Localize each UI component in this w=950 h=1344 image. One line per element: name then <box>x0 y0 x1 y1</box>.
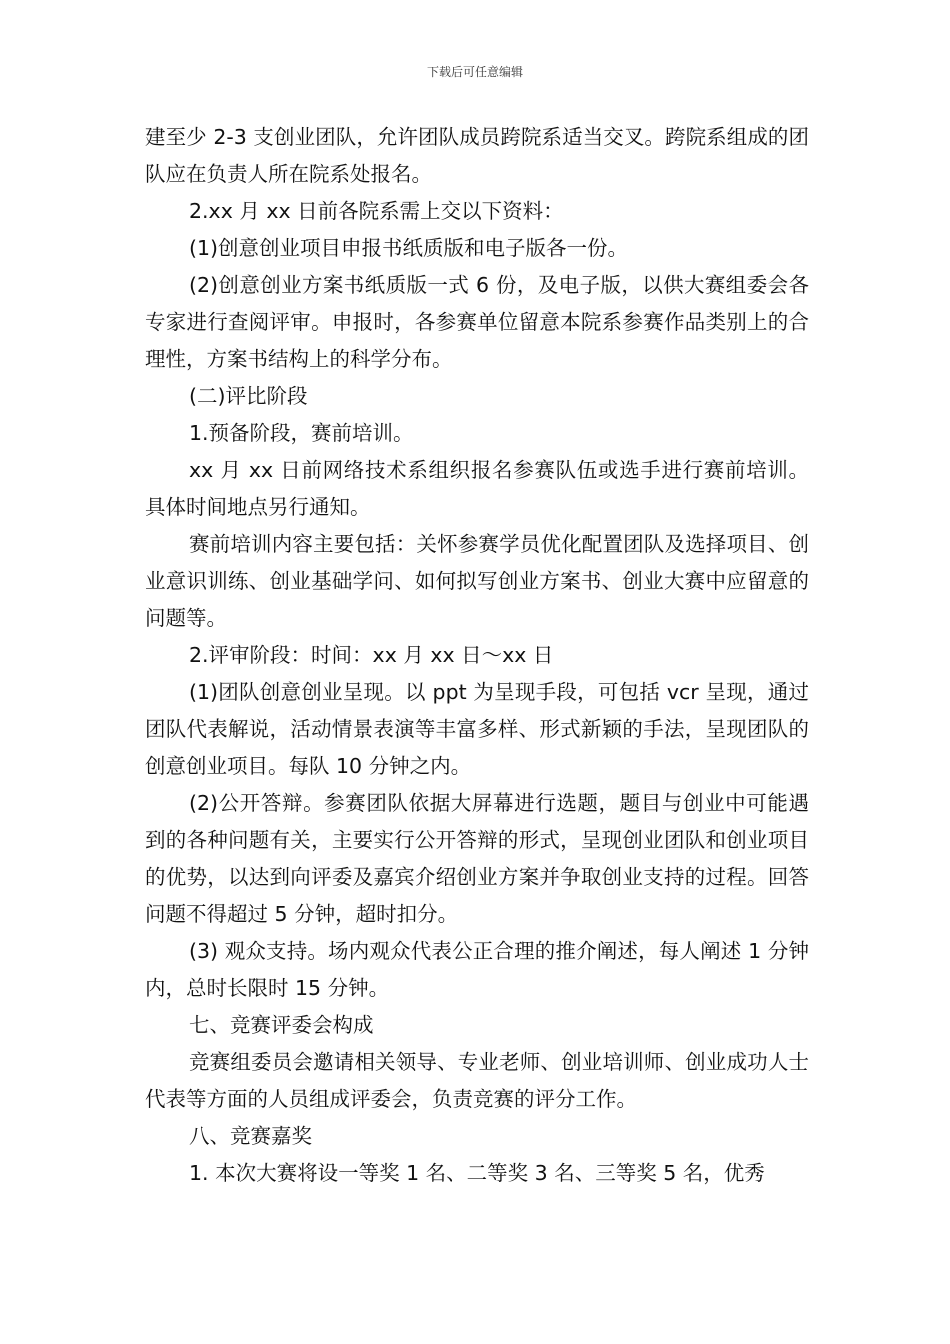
paragraph-3: (1)创意创业项目申报书纸质版和电子版各一份。 <box>189 236 629 260</box>
section-heading-awards: 八、竞赛嘉奖 <box>189 1124 312 1148</box>
paragraph-1: 建至少 2-3 支创业团队，允许团队成员跨院系适当交叉。跨院系组成的团队应在负责人所在院系处报名。 <box>145 125 809 186</box>
paragraph-8: 赛前培训内容主要包括：关怀参赛学员优化配置团队及选择项目、创业意识训练、创业基础学问、如何拟写创业方案书、创业大赛中应留意的问题等。 <box>145 532 809 630</box>
paragraph-14: 竞赛组委员会邀请相关领导、专业老师、创业培训师、创业成功人士代表等方面的人员组成评委会，负责竞赛的评分工作。 <box>145 1050 809 1111</box>
paragraph-9: 2.评审阶段：时间：xx 月 xx 日～xx 日 <box>189 643 554 667</box>
section-heading-jury: 七、竞赛评委会构成 <box>189 1013 374 1037</box>
page-header: 下载后可任意编辑 <box>426 65 523 79</box>
paragraph-12: (3) 观众支持。场内观众代表公正合理的推介阐述，每人阐述 1 分钟内，总时长限时 15 分钟。 <box>145 939 809 1000</box>
paragraph-16: 1. 本次大赛将设一等奖 1 名、二等奖 3 名、三等奖 5 名，优秀 <box>189 1161 765 1185</box>
paragraph-6: 1.预备阶段，赛前培训。 <box>189 421 414 445</box>
paragraph-11: (2)公开答辩。参赛团队依据大屏幕进行选题，题目与创业中可能遇到的各种问题有关，主要实行公开答辩的形式，呈现创业团队和创业项目的优势，以达到向评委及嘉宾介绍创业方案并争取创业支持的过程。回答问题不得超过 5 分钟，超时扣分。 <box>145 791 809 926</box>
section-heading-evaluation-stage: (二)评比阶段 <box>189 384 308 408</box>
paragraph-2: 2.xx 月 xx 日前各院系需上交以下资料： <box>189 199 564 223</box>
paragraph-10: (1)团队创意创业呈现。以 ppt 为呈现手段，可包括 vcr 呈现，通过团队代表解说，活动情景表演等丰富多样、形式新颖的手法，呈现团队的创意创业项目。每队 10 分钟之内。 <box>145 680 809 778</box>
paragraph-7: xx 月 xx 日前网络技术系组织报名参赛队伍或选手进行赛前培训。具体时间地点另行通知。 <box>145 458 809 519</box>
paragraph-4: (2)创意创业方案书纸质版一式 6 份，及电子版，以供大赛组委会各专家进行查阅评审。申报时，各参赛单位留意本院系参赛作品类别上的合理性，方案书结构上的科学分布。 <box>145 273 809 371</box>
document-body <box>145 119 809 1192</box>
